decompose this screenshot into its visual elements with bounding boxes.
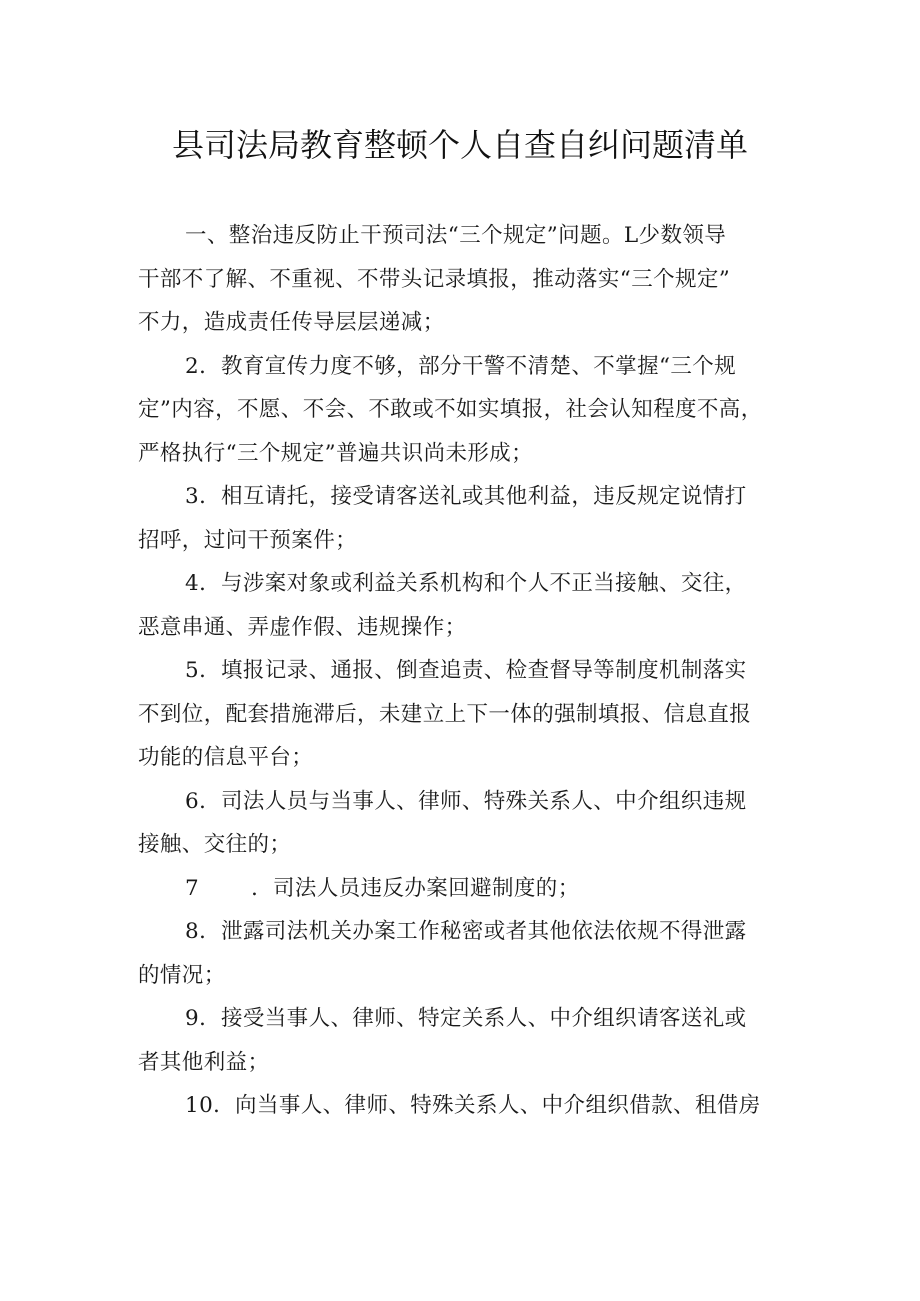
paragraph-10 [138,1084,786,1128]
paragraph-6 [138,780,786,867]
paragraph-number: 7 [185,875,200,901]
paragraph-line: 招呼，过问干预案件； [138,527,358,553]
paragraph-line: 5．填报记录、通报、倒查追责、检查督导等制度机制落实 [185,658,747,683]
paragraph-line: 10．向当事人、律师、特殊关系人、中介组织借款、租借房 [185,1093,761,1118]
paragraph-text: ．司法人员违反办案回避制度的； [251,875,580,901]
paragraph-7 [138,867,786,911]
paragraph-4 [138,562,786,649]
paragraph-5 [138,649,786,780]
paragraph-line: 接触、交往的； [138,832,292,857]
paragraph-line: 的情况； [138,962,226,988]
paragraph-line: 定”内容，不愿、不会、不敢或不如实填报，社会认知程度不高， [138,397,763,422]
document-title: 县司法局教育整顿个人自查自纠问题清单 [171,126,748,164]
paragraph-9 [138,997,786,1084]
paragraph-line: 功能的信息平台； [138,745,314,770]
paragraph-line: 严格执行“三个规定”普遍共识尚未形成； [138,440,534,466]
document-body [138,214,786,1128]
paragraph-line: 3．相互请托，接受请客送礼或其他利益，违反规定说情打 [185,484,747,509]
paragraph-line: 者其他利益； [138,1049,270,1075]
paragraph-1 [138,214,786,345]
paragraph-line: 不力，造成责任传导层层递减； [138,310,445,335]
paragraph-8 [138,910,786,997]
paragraph-line: 不到位，配套措施滞后，未建立上下一体的强制填报、信息直报 [138,701,752,727]
paragraph-2 [138,345,786,476]
paragraph-line: 2．教育宣传力度不够，部分干警不清楚、不掌握“三个规 [185,353,737,379]
paragraph-line: 6．司法人员与当事人、律师、特殊关系人、中介组织违规 [185,788,747,814]
paragraph-line: 8．泄露司法机关办案工作秘密或者其他依法依规不得泄露 [185,919,747,944]
paragraph-line: 干部不了解、不重视、不带头记录填报，推动落实“三个规定” [138,266,731,292]
paragraph-3 [138,475,786,562]
paragraph-line: 9．接受当事人、律师、特定关系人、中介组织请客送礼或 [185,1006,747,1031]
paragraph-line: 一、整治违反防止干预司法“三个规定”问题。L少数领导 [185,223,727,248]
paragraph-line [138,867,786,911]
paragraph-line: 4．与涉案对象或利益关系机构和个人不正当接触、交往， [185,571,747,596]
paragraph-line: 恶意串通、弄虚作假、违规操作； [138,614,467,640]
